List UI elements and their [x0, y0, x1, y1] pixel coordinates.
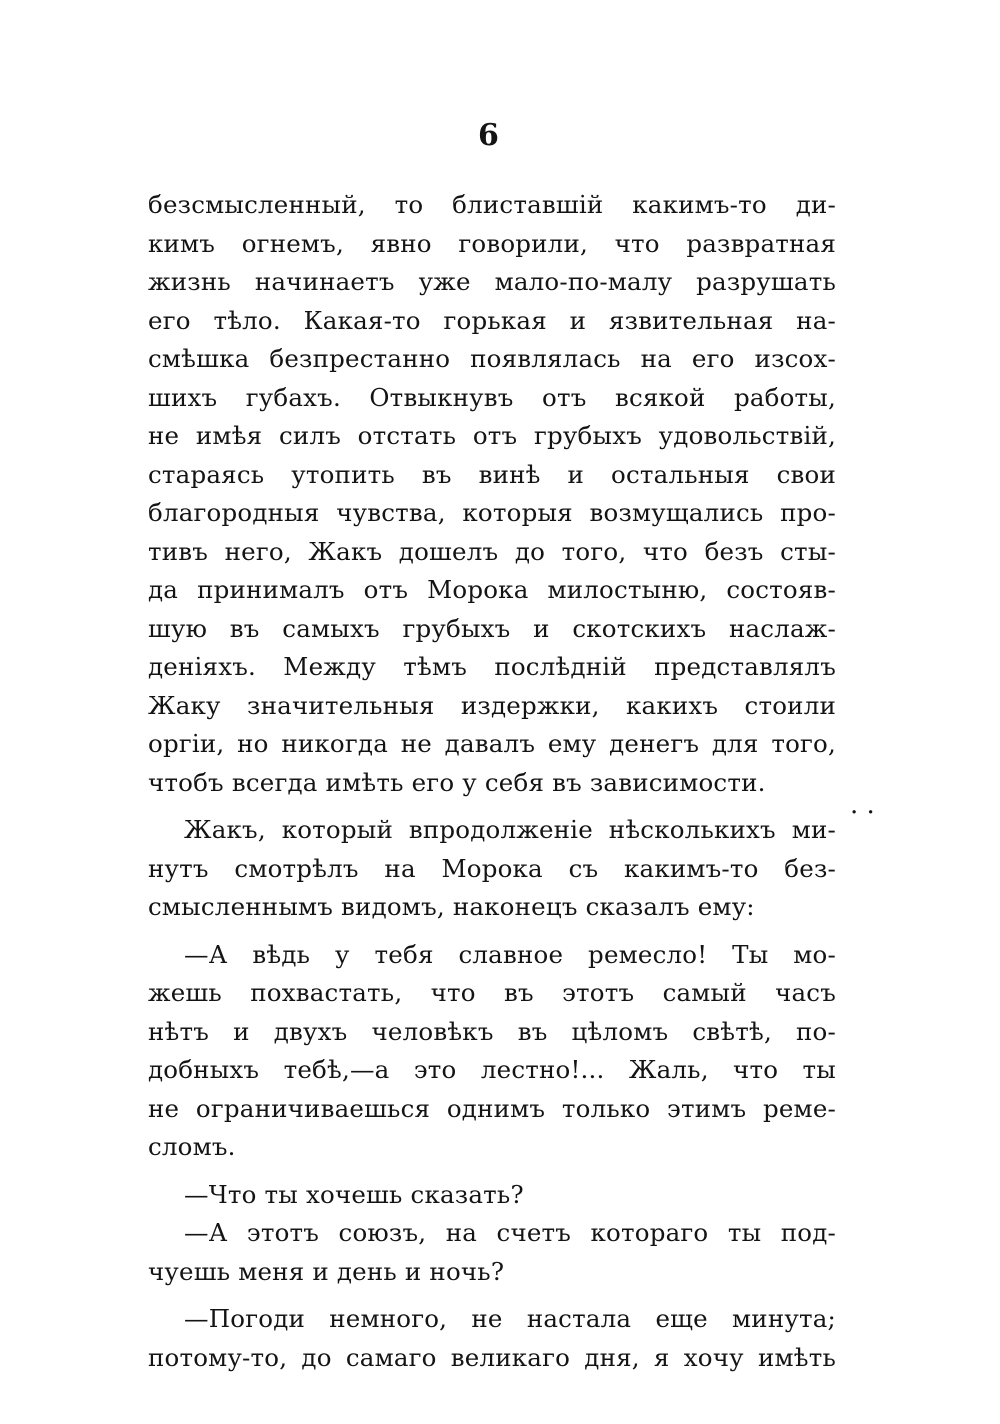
text-line: —Что ты хочешь сказать?	[184, 1179, 524, 1209]
text-line: смѣшка безпрестанно появлялась на его изсох-	[148, 344, 836, 373]
text-line: нѣтъ и двухъ человѣкъ въ цѣломъ свѣтѣ, по-	[148, 1016, 836, 1046]
paragraph	[148, 1176, 836, 1215]
text-line: да принималъ отъ Морока милостыню, состояв-	[148, 575, 836, 604]
paragraph	[148, 811, 836, 927]
text-line: чуешь меня и день и ночь?	[148, 1256, 505, 1286]
text-line: деніяхъ. Между тѣмъ послѣдній представлялъ	[148, 652, 836, 681]
text-line: благородныя чувства, которыя возмущались про-	[148, 498, 836, 527]
text-line: —Погоди немного, не настала еще минута;	[184, 1304, 836, 1333]
text-line: чтобъ всегда имѣть его у себя въ зависимости.	[148, 767, 766, 797]
paragraph	[148, 1300, 836, 1377]
text-line: тивъ него, Жакъ дошелъ до того, что безъ сты-	[148, 536, 836, 566]
text-line: смысленнымъ видомъ, наконецъ сказалъ ему:	[148, 892, 755, 921]
text-line: стараясь утопить въ винѣ и остальныя свои	[148, 459, 836, 489]
text-line: сломъ.	[148, 1132, 236, 1161]
paragraph	[148, 1214, 836, 1291]
text-line: жешь похвастать, что въ этотъ самый часъ	[148, 978, 836, 1007]
paragraph	[148, 186, 836, 802]
text-line: Жаку значительныя издержки, какихъ стоили	[148, 690, 836, 720]
text-line: жизнь начинаетъ уже мало-по-малу разрушать	[148, 267, 836, 296]
text-line: кимъ огнемъ, явно говорили, что развратная	[148, 228, 836, 258]
text-line: добныхъ тебѣ,—а это лестно!... Жаль, что ты	[148, 1055, 836, 1084]
text-line: —А вѣдь у тебя славное ремесло! Ты мо-	[184, 939, 836, 969]
margin-mark: . .	[850, 790, 875, 820]
text-line: нутъ смотрѣлъ на Морока съ какимъ-то без-	[148, 853, 836, 883]
body-text	[148, 186, 836, 1377]
text-line: оргіи, но никогда не давалъ ему денегъ для того,	[148, 729, 836, 758]
paragraph	[148, 936, 836, 1167]
text-line: его тѣло. Какая-то горькая и язвительная на-	[148, 305, 836, 335]
text-line: Жакъ, который впродолженіе нѣсколькихъ ми-	[184, 815, 836, 844]
text-line: безсмысленный, то блиставшій какимъ-то ди-	[148, 190, 836, 219]
text-line: —А этотъ союзъ, на счетъ котораго ты под-	[184, 1218, 836, 1247]
text-line: не имѣя силъ отстать отъ грубыхъ удовольствій,	[148, 421, 836, 450]
page-number: 6	[478, 118, 499, 153]
text-line: шую въ самыхъ грубыхъ и скотскихъ наслаж-	[148, 613, 836, 643]
text-line: не ограничиваешься однимъ только этимъ реме-	[148, 1093, 836, 1123]
text-line: шихъ губахъ. Отвыкнувъ отъ всякой работы,	[148, 382, 836, 412]
text-line: потому-то, до самаго великаго дня, я хочу имѣть	[148, 1342, 836, 1372]
